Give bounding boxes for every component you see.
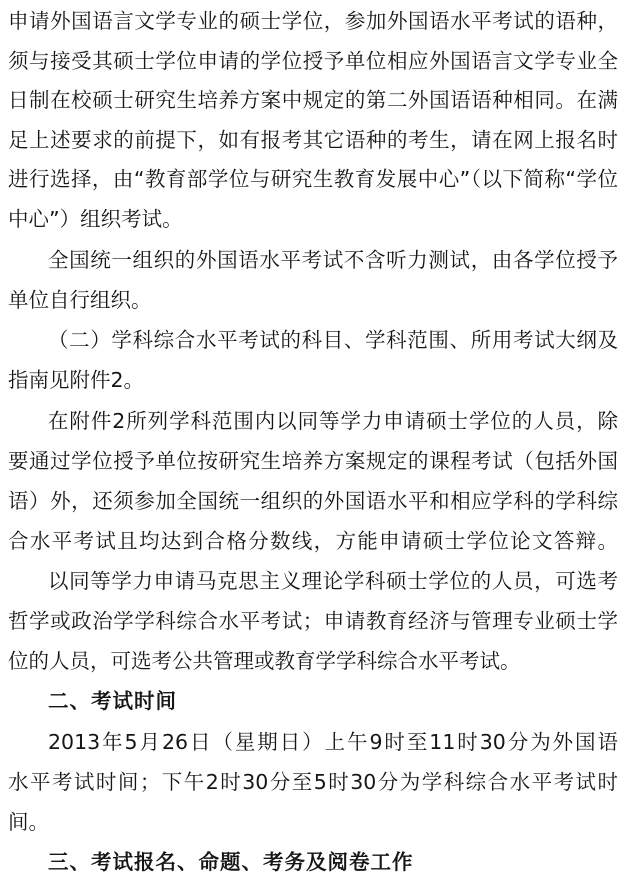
paragraph-line: 申请外国语言文学专业的硕士学位，参加外国语水平考试的语种， <box>8 9 618 33</box>
paragraph-line: 水平考试时间；下午2时30分至5时30分为学科综合水平考试时 <box>8 770 618 794</box>
paragraph-line: 位的人员，可选考公共管理或教育学学科综合水平考试。 <box>8 649 521 673</box>
paragraph-line: 日制在校硕士研究生培养方案中规定的第二外国语语种相同。在满 <box>8 88 618 112</box>
paragraph-line: 合水平考试且均达到合格分数线，方能申请硕士学位论文答辩。 <box>8 529 618 553</box>
paragraph-line: 语）外，还须参加全国统一组织的外国语水平和相应学科的学科综 <box>8 489 618 513</box>
paragraph-line: 全国统一组织的外国语水平考试不含听力测试，由各学位授予 <box>48 248 618 272</box>
paragraph-line: 单位自行组织。 <box>8 288 152 312</box>
paragraph-line: 要通过学位授予单位按研究生培养方案规定的课程考试（包括外国 <box>8 449 618 473</box>
paragraph-line: 足上述要求的前提下，如有报考其它语种的考生，请在网上报名时 <box>8 128 618 152</box>
paragraph-line: 间。 <box>8 810 49 834</box>
section-heading-2: （二）学科综合水平考试的科目、学科范围、所用考试大纲及 <box>48 328 618 352</box>
section-heading: 二、考试时间 <box>48 689 177 713</box>
paragraph-line: 哲学或政治学学科综合水平考试；申请教育经济与管理专业硕士学 <box>8 609 618 633</box>
paragraph-line: 进行选择，由“教育部学位与研究生教育发展中心”（以下简称“学位 <box>8 167 618 191</box>
paragraph-line: 以同等学力申请马克思主义理论学科硕士学位的人员，可选考 <box>48 569 618 593</box>
section-heading: 三、考试报名、命题、考务及阅卷工作 <box>48 850 414 874</box>
paragraph-line: 2013年5月26日（星期日）上午9时至11时30分为外国语 <box>48 730 618 754</box>
paragraph-line: 指南见附件2。 <box>8 368 145 392</box>
paragraph-line: 须与接受其硕士学位申请的学位授予单位相应外国语言文学专业全 <box>8 49 618 73</box>
paragraph-line: 在附件2所列学科范围内以同等学力申请硕士学位的人员，除 <box>48 409 618 433</box>
paragraph-line: 中心”）组织考试。 <box>8 207 183 231</box>
